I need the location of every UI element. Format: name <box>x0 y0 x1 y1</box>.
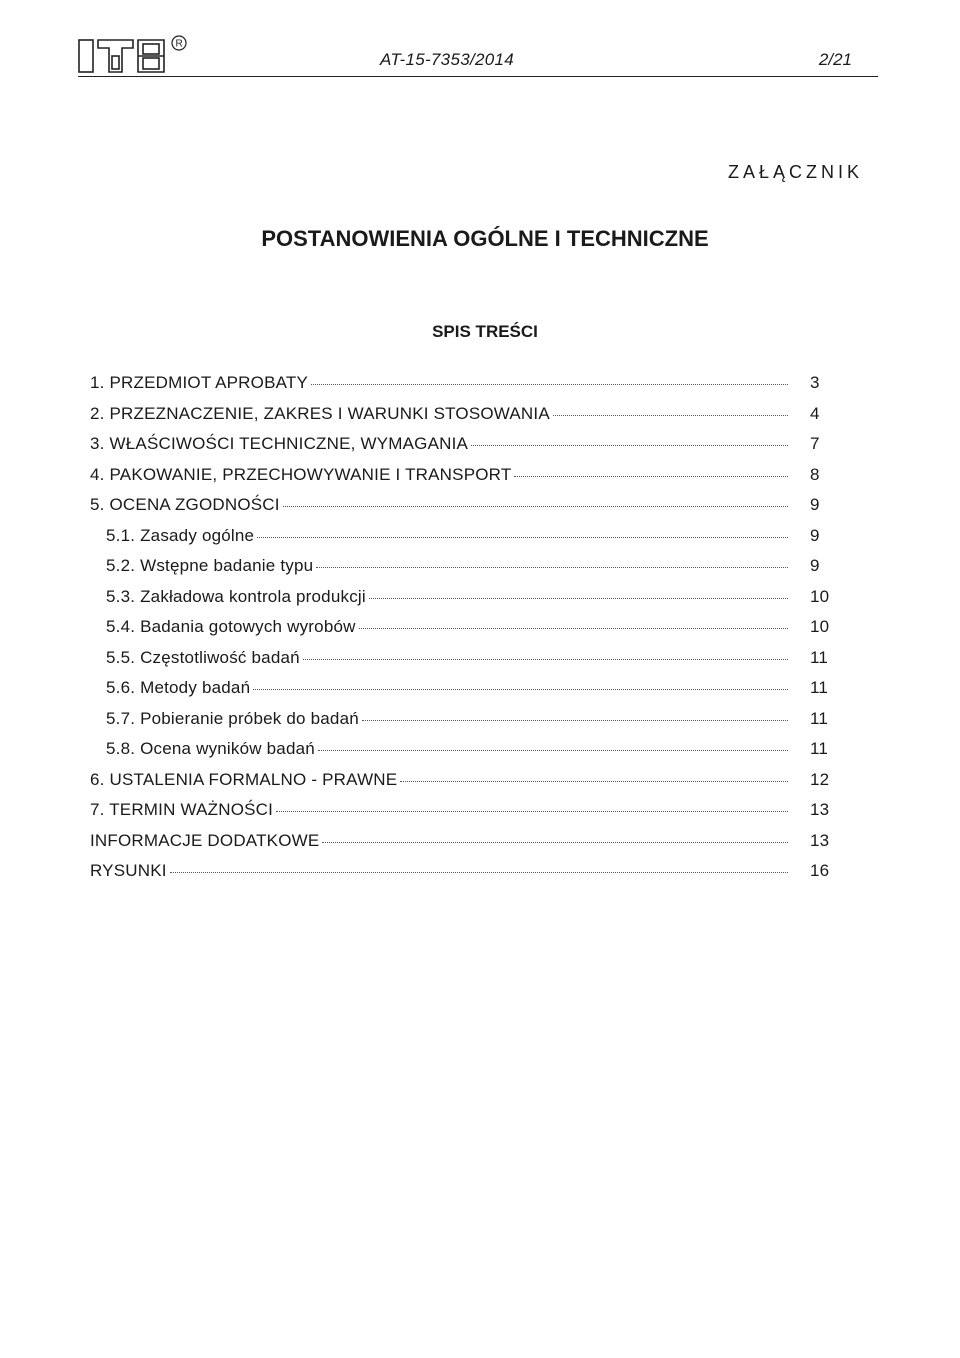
toc-entry-page: 8 <box>810 464 820 484</box>
toc-entry-page: 13 <box>810 800 830 819</box>
toc-dot-leader <box>253 689 788 690</box>
toc-entry[interactable] <box>90 404 830 435</box>
toc-entry-page: 3 <box>810 373 820 392</box>
toc-dot-leader <box>553 415 788 416</box>
toc-entry[interactable] <box>90 831 830 862</box>
toc-dot-leader <box>311 384 788 385</box>
toc-entry-page: 11 <box>810 647 829 667</box>
toc-dot-leader <box>514 476 788 477</box>
toc-dot-leader <box>257 537 788 538</box>
toc-entry-label: 1. PRZEDMIOT APROBATY <box>90 373 309 392</box>
toc-entry-label: 5.2. Wstępne badanie typu <box>106 556 314 575</box>
toc-entry-label: 5.3. Zakładowa kontrola produkcji <box>106 586 366 606</box>
table-of-contents <box>90 373 830 892</box>
toc-entry-label: 5.5. Częstotliwość badań <box>106 647 300 667</box>
toc-entry-label: 5. OCENA ZGODNOŚCI <box>90 495 280 514</box>
toc-dot-leader <box>369 598 788 599</box>
toc-entry[interactable] <box>90 465 830 496</box>
toc-entry[interactable] <box>90 617 830 648</box>
toc-entry[interactable] <box>90 526 830 557</box>
toc-entry-page: 4 <box>810 403 820 423</box>
toc-entry-label: 7. TERMIN WAŻNOŚCI <box>90 800 274 819</box>
toc-entry-label: 4. PAKOWANIE, PRZECHOWYWANIE I TRANSPORT <box>90 464 512 484</box>
toc-dot-leader <box>276 811 788 812</box>
toc-entry-page: 9 <box>810 556 820 575</box>
toc-dot-leader <box>471 445 788 446</box>
page-title: POSTANOWIENIA OGÓLNE I TECHNICZNE <box>261 226 709 251</box>
toc-entry-label: INFORMACJE DODATKOWE <box>90 830 320 850</box>
toc-entry-page: 13 <box>810 830 830 850</box>
toc-dot-leader <box>170 872 788 873</box>
header-divider <box>78 76 878 77</box>
toc-heading: SPIS TREŚCI <box>432 322 538 341</box>
toc-entry-label: 5.1. Zasady ogólne <box>106 525 255 545</box>
toc-entry[interactable] <box>90 587 830 618</box>
toc-entry-page: 9 <box>810 525 820 545</box>
toc-entry-page: 11 <box>810 708 829 728</box>
toc-dot-leader <box>303 659 788 660</box>
toc-entry-page: 10 <box>810 617 830 636</box>
toc-entry-label: 6. USTALENIA FORMALNO - PRAWNE <box>90 769 398 789</box>
toc-entry-page: 10 <box>810 586 830 606</box>
toc-dot-leader <box>318 750 788 751</box>
toc-entry[interactable] <box>90 739 830 770</box>
toc-entry[interactable] <box>90 648 830 679</box>
toc-entry-page: 16 <box>810 861 830 880</box>
toc-dot-leader <box>322 842 788 843</box>
itb-logo-mark <box>78 34 198 74</box>
toc-entry[interactable] <box>90 709 830 740</box>
toc-entry-label: 5.7. Pobieranie próbek do badań <box>106 708 359 728</box>
toc-dot-leader <box>359 628 788 629</box>
itb-logo <box>78 34 198 74</box>
document-number: AT-15-7353/2014 <box>380 50 514 69</box>
toc-entry-label: 2. PRZEZNACZENIE, ZAKRES I WARUNKI STOSOWANIA <box>90 403 550 423</box>
toc-dot-leader <box>362 720 788 721</box>
toc-entry-label: 5.8. Ocena wyników badań <box>106 739 315 758</box>
toc-entry[interactable] <box>90 861 830 892</box>
toc-entry-label: 5.6. Metody badań <box>106 678 251 697</box>
toc-entry-page: 11 <box>810 678 829 697</box>
toc-entry[interactable] <box>90 495 830 526</box>
toc-entry[interactable] <box>90 770 830 801</box>
toc-entry-label: RYSUNKI <box>90 861 167 880</box>
toc-entry-page: 11 <box>810 739 829 758</box>
toc-entry[interactable] <box>90 678 830 709</box>
svg-text:R: R <box>175 38 183 50</box>
toc-dot-leader <box>316 567 788 568</box>
toc-entry[interactable] <box>90 800 830 831</box>
toc-entry-label: 3. WŁAŚCIWOŚCI TECHNICZNE, WYMAGANIA <box>90 434 469 453</box>
page-number: 2/21 <box>818 50 852 69</box>
toc-dot-leader <box>283 506 788 507</box>
toc-entry[interactable] <box>90 434 830 465</box>
toc-dot-leader <box>400 781 788 782</box>
toc-entry[interactable] <box>90 556 830 587</box>
toc-entry-label: 5.4. Badania gotowych wyrobów <box>106 617 356 636</box>
toc-entry-page: 7 <box>810 434 820 453</box>
annex-label: ZAŁĄCZNIK <box>727 162 863 182</box>
toc-entry-page: 12 <box>810 769 830 789</box>
toc-entry[interactable] <box>90 373 830 404</box>
toc-entry-page: 9 <box>810 495 820 514</box>
